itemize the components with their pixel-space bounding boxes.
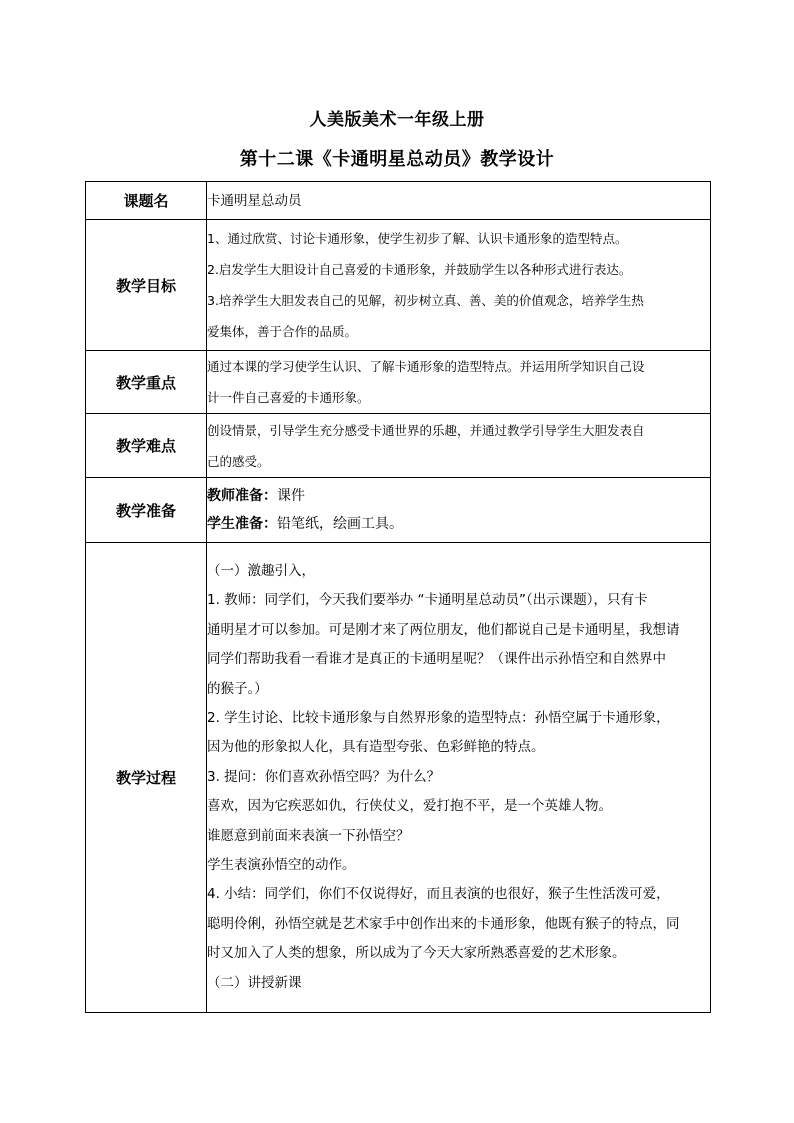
- process-line: 时又加入了人类的想象，所以成为了今天大家所熟悉喜爱的艺术形象。: [207, 945, 626, 962]
- goals-label: 教学目标: [86, 220, 207, 351]
- process-line: 学生表演孙悟空的动作。: [207, 857, 356, 874]
- teacher-preparation-label: 教师准备：: [207, 488, 277, 504]
- preparation-content: [207, 478, 711, 543]
- preparation-label: 教学准备: [86, 478, 207, 543]
- teacher-preparation-value: 课件: [277, 488, 305, 504]
- key-points-row: [86, 351, 711, 414]
- process-row: [86, 543, 711, 1013]
- document-title: 人美版美术一年级上册: [309, 110, 485, 130]
- topic-row: [86, 182, 711, 220]
- process-line: 2. 学生讨论、比较卡通形象与自然界形象的造型特点：孙悟空属于卡通形象，: [207, 709, 670, 726]
- key-points-label: 教学重点: [86, 351, 207, 414]
- key-points-line: 通过本课的学习使学生认识、了解卡通形象的造型特点。并运用所学知识自己设: [207, 359, 645, 374]
- process-line: 通明星才可以参加。可是刚才来了两位朋友，他们都说自己是卡通明星，我想请: [207, 621, 680, 638]
- goals-line: 1、通过欣赏、讨论卡通形象，使学生初步了解、认识卡通形象的造型特点。: [207, 231, 628, 246]
- goals-line: 爱集体，善于合作的品质。: [207, 324, 358, 339]
- difficulties-content: [207, 414, 711, 478]
- key-points-line: 计一件自己喜爱的卡通形象。: [207, 390, 370, 405]
- difficulties-line: 己的感受。: [207, 453, 270, 469]
- teacher-preparation: [207, 482, 710, 510]
- topic-value: 卡通明星总动员: [207, 182, 711, 220]
- process-content: [207, 543, 711, 1013]
- process-line: 喜欢，因为它疾恶如仇，行侠仗义，爱打抱不平，是一个英雄人物。: [207, 798, 612, 815]
- student-preparation-value: 铅笔纸，绘画工具。: [277, 516, 403, 532]
- topic-label: 课题名: [86, 182, 207, 220]
- process-line: 谁愿意到前面来表演一下孙悟空？: [207, 827, 410, 844]
- goals-content: [207, 220, 711, 351]
- difficulties-line: 创设情景，引导学生充分感受卡通世界的乐趣，并通过教学引导学生大胆发表自: [207, 422, 645, 438]
- goals-line: 2.启发学生大胆设计自己喜爱的卡通形象，并鼓励学生以各种形式进行表达。: [207, 262, 632, 277]
- process-line: 的猴子。）: [207, 680, 268, 697]
- goals-line: 3.培养学生大胆发表自己的见解，初步树立真、善、美的价值观念，培养学生热: [207, 293, 644, 308]
- process-line: （一）激趣引入，: [207, 562, 315, 579]
- process-line: 4. 小结：同学们，你们不仅说得好，而且表演的也很好，猴子生性活泼可爱，: [207, 886, 670, 903]
- process-line: 3. 提问：你们喜欢孙悟空吗？为什么？: [207, 768, 441, 785]
- key-points-content: [207, 351, 711, 414]
- process-line: （二）讲授新课: [207, 974, 302, 991]
- difficulties-row: [86, 414, 711, 478]
- goals-row: [86, 220, 711, 351]
- preparation-row: [86, 478, 711, 543]
- process-line: 同学们帮助我看一看谁才是真正的卡通明星呢？（课件出示孙悟空和自然界中: [207, 651, 666, 668]
- document-subtitle: 第十二课《卡通明星总动员》教学设计: [239, 149, 555, 170]
- process-line: 1. 教师：同学们，今天我们要举办 “卡通明星总动员”（出示课题），只有卡: [207, 592, 648, 609]
- process-line: 因为他的形象拟人化，具有造型夸张、色彩鲜艳的特点。: [207, 739, 545, 756]
- student-preparation-label: 学生准备：: [207, 516, 277, 532]
- difficulties-label: 教学难点: [86, 414, 207, 478]
- process-label: 教学过程: [86, 543, 207, 1013]
- lesson-plan-table: [85, 181, 711, 1013]
- student-preparation: [207, 510, 710, 538]
- process-line: 聪明伶俐，孙悟空就是艺术家手中创作出来的卡通形象，他既有猴子的特点，同: [207, 915, 680, 932]
